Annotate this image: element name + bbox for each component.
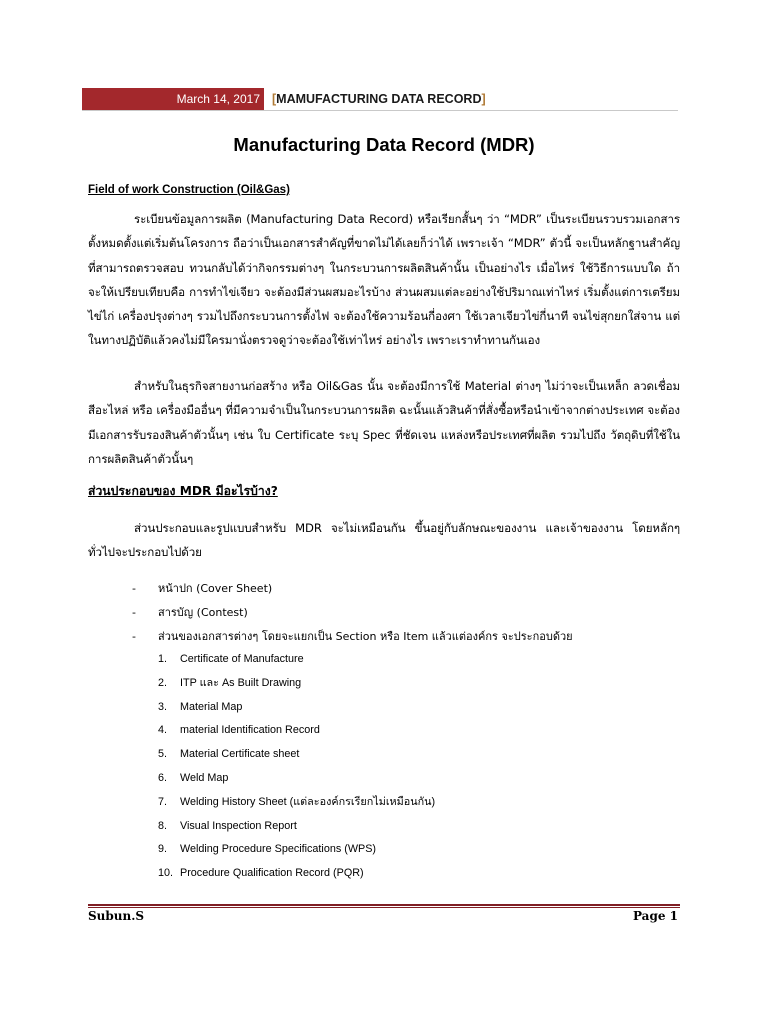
item-text: Visual Inspection Report [180, 819, 297, 832]
list-item [158, 672, 435, 696]
footer-rule [88, 904, 680, 906]
item-text: ITP และ As Built Drawing [180, 676, 302, 689]
section-heading: ส่วนประกอบของ MDR มีอะไรบ้าง? [88, 484, 278, 498]
dash-list [132, 577, 573, 649]
item-text: Material Map [180, 700, 243, 713]
item-number: 3. [158, 700, 168, 713]
header-bracket-close: ] [481, 92, 486, 106]
item-number: 5. [158, 748, 168, 761]
document-title: Manufacturing Data Record (MDR) [233, 134, 535, 155]
item-number: 7. [158, 795, 168, 808]
item-number: 9. [158, 843, 168, 856]
list-item [158, 696, 435, 720]
item-number: 2. [158, 676, 168, 689]
paragraph-intro: ระเบียนข้อมูลการผลิต (Manufacturing Data Record) หรือเรียกสั้นๆ ว่า “MDR” เป็นระเบียนรวบรวมเอกสารตั้งหมดตั้งแต่เริ่มต้นโครงการ ถือว่าเป็นเอกสารสำคัญที่ขาดไม่ได้เลยก็ว่าได้ เพราะเจ้า “MDR” ตัวนี้ จะเป็นหลักฐานสำคัญ ที่สามารถตรวจสอบ ทวนกลับได้ว่ากิจกรรมต่างๆ ในกระบวนการผลิตสินค้านั้น เป็นอย่างไร เมื่อไหร่ ใช้วิธีการแบบใด ถ้าจะให้เปรียบเทียบคือ การทำไข่เจียว จะต้องมีส่วนผสมอะไรบ้าง ส่วนผสมแต่ละอย่างใช้ปริมาณเท่าไหร่ เริ่มตั้งแต่การเตรียมไข่ไก่ เครื่องปรุงต่างๆ รวมไปถึงกระบวนการตั้งไฟ จะต้องใช้ความร้อนกี่องศา ใช้เวลาเจียวไข่กี่นาที จนไข่สุกยกใส่จาน แต่ในทางปฏิบัติแล้วคงไม่มีใครมานั่งตรวจดูว่าจะต้องใช้เท่าไหร่ อย่างไร เพราะเราทำทานกันเอง [88, 212, 680, 348]
list-item [158, 767, 435, 791]
header-bracket-open: [ [272, 92, 277, 106]
list-item [158, 791, 435, 815]
header-date: March 14, 2017 [82, 88, 264, 110]
footer-author: Subun.S [88, 909, 145, 923]
list-item [158, 815, 435, 839]
list-item [158, 862, 435, 886]
list-item [158, 648, 435, 672]
list-item: - สารบัญ (Contest) [132, 601, 573, 625]
item-text: Welding History Sheet (แต่ละองค์กรเรียกไม่เหมือนกัน) [180, 795, 436, 808]
header-title-text: MAMUFACTURING DATA RECORD [276, 92, 482, 106]
header-title [272, 88, 486, 110]
page-header [82, 88, 678, 110]
item-text: Procedure Qualification Record (PQR) [180, 867, 364, 880]
footer-rule-thin [88, 907, 680, 908]
paragraph-components: ส่วนประกอบและรูปแบบสำหรับ MDR จะไม่เหมือนกัน ขึ้นอยู่กับลักษณะของงาน และเจ้าของงาน โดยหลักๆ ทั่วไปจะประกอบไปด้วย [88, 521, 680, 560]
item-text: Welding Procedure Specifications (WPS) [180, 843, 377, 856]
field-of-work: Field of work Construction (Oil&Gas) [88, 184, 290, 196]
item-text: Weld Map [180, 771, 229, 784]
footer-page-number: Page 1 [632, 909, 678, 923]
item-text: material Identification Record [180, 724, 320, 737]
numbered-list [158, 648, 435, 886]
item-number: 4. [158, 724, 168, 737]
header-rule [82, 110, 678, 111]
list-item [158, 743, 435, 767]
item-number: 6. [158, 771, 168, 784]
item-text: Certificate of Manufacture [180, 653, 304, 665]
paragraph-construction: สำหรับในธุรกิจสายงานก่อสร้าง หรือ Oil&Gas นั้น จะต้องมีการใช้ Material ต่างๆ ไม่ว่าจะเป็นเหล็ก ลวดเชื่อม สีอะไหล่ หรือ เครื่องมืออื่นๆ ที่มีความจำเป็นในกระบวนการผลิต ฉะนั้นแล้วสินค้าที่สั่งซื้อหรือนำเข้าจากต่างประเทศ จะต้องมีเอกสารรับรองสินค้าตัวนั้นๆ เช่น ใบ Certificate ระบุ Spec ที่ชัดเจน แหล่งหรือประเทศที่ผลิต รวมไปถึง วัตถุดิบที่ใช้ในการผลิตสินค้าตัวนั้นๆ [88, 379, 680, 466]
item-number: 10. [158, 867, 174, 880]
item-text: Material Certificate sheet [180, 748, 300, 761]
item-number: 8. [158, 819, 168, 832]
list-item [158, 719, 435, 743]
item-number: 1. [158, 653, 168, 665]
list-item: - ส่วนของเอกสารต่างๆ โดยจะแยกเป็น Section หรือ Item แล้วแต่องค์กร จะประกอบด้วย [132, 625, 573, 649]
list-item [158, 838, 435, 862]
list-item: - หน้าปก (Cover Sheet) [132, 577, 573, 601]
